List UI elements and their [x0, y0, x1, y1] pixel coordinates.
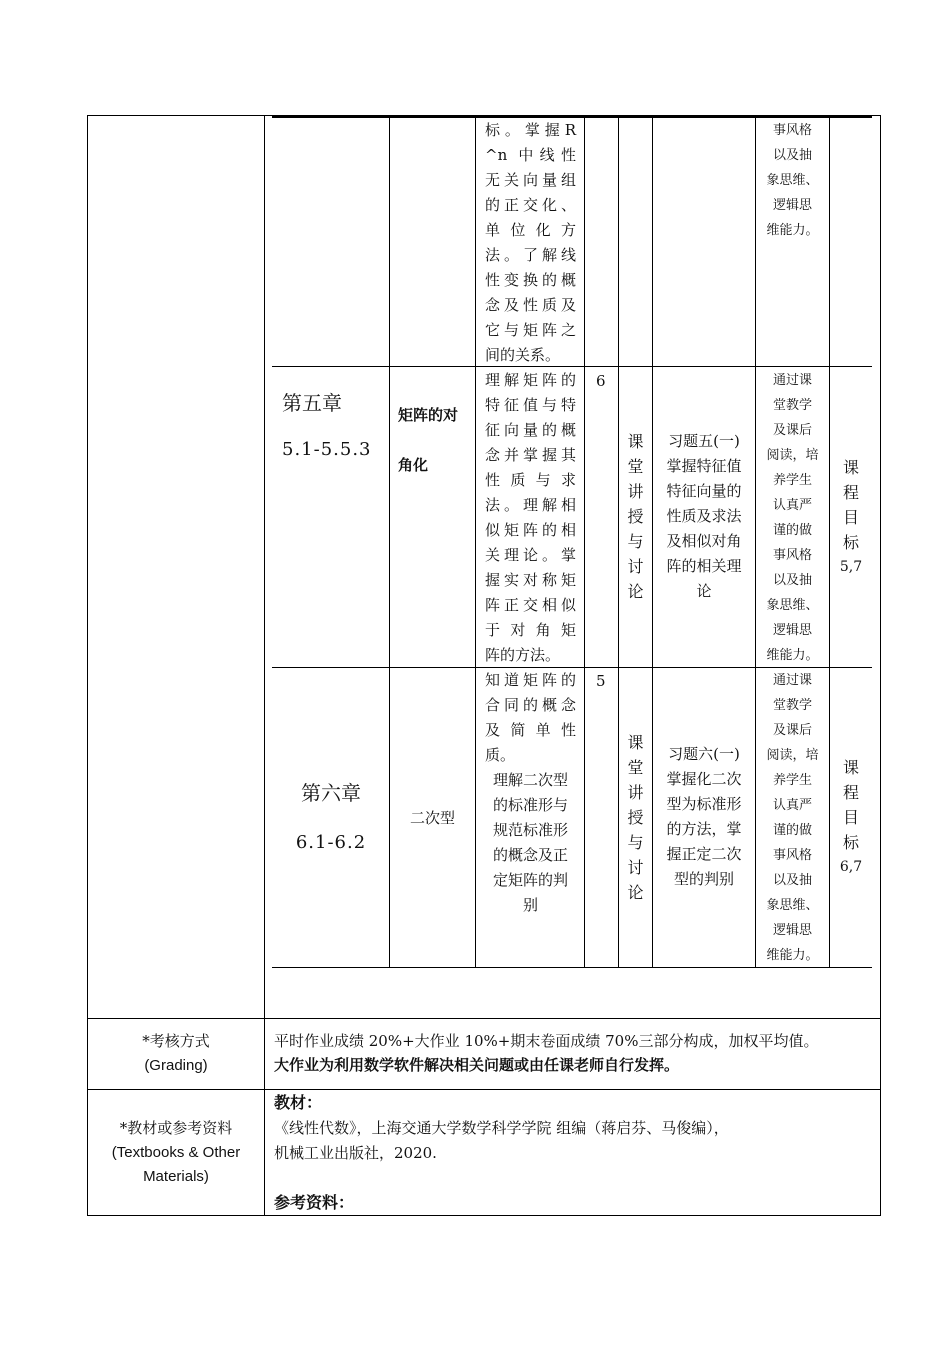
row2-chapter: 第五章	[282, 391, 342, 415]
row2-desc-line: 念并掌握其	[485, 446, 576, 464]
row3-ideology-line: 认真严	[772, 798, 812, 813]
row3-desc-line: 的标准形与	[492, 796, 568, 814]
row2-desc-line: 特征值与特	[485, 396, 576, 414]
row3-method	[619, 730, 652, 905]
row2-homework-line: 论	[696, 582, 712, 600]
row2-homework-line: 性质及求法	[666, 507, 742, 525]
row3-desc-line: 定矩阵的判	[492, 871, 568, 889]
row3-desc-line: 规范标准形	[492, 821, 568, 839]
row3-desc-line: 别	[522, 896, 538, 914]
row2-objective-char: 标	[842, 533, 859, 552]
row2-topic	[398, 391, 458, 491]
row2-method-char: 授	[627, 507, 644, 526]
row1-desc-line: 单位化方	[485, 221, 576, 239]
row2-topic-line: 矩阵的对	[398, 407, 459, 424]
row2-ideology-line: 维能力。	[766, 648, 819, 663]
row2-desc-line: 握实对称矩	[485, 571, 576, 589]
row2-homework	[653, 429, 755, 604]
row2-homework-line: 掌握特征值	[666, 457, 742, 475]
row3-objective-char: 课	[842, 758, 859, 777]
references-heading: 参考资料：	[274, 1195, 355, 1212]
row3-desc-line: 合同的概念	[485, 696, 576, 714]
row1-desc-line: 标。掌握R	[485, 121, 576, 139]
row3-ideology-line: 通过课	[772, 673, 812, 688]
textbooks-label: *教材或参考资料	[119, 1119, 233, 1137]
row2-desc-line: 于对角矩	[485, 621, 576, 639]
row1-ideology-line: 维能力。	[766, 223, 819, 238]
row3-desc-line: 质。	[485, 746, 516, 764]
textbooks-heading: 教材：	[274, 1095, 323, 1112]
grading-line-1: 平时作业成绩 20%+大作业 10%+期末卷面成绩 70%三部分构成，加权平均值。	[274, 1032, 819, 1050]
row3-objective-char: 标	[842, 833, 859, 852]
textbook-line-2: 机械工业出版社，2020.	[274, 1144, 437, 1162]
row3-hours: 5	[596, 672, 606, 690]
row3-desc-line: 及简单性	[485, 721, 576, 739]
row2-ideology-line: 逻辑思	[772, 623, 812, 638]
row3-ideology	[756, 668, 829, 968]
row2-topic-line: 角化	[398, 457, 429, 474]
textbook-line-1: 《线性代数》，上海交通大学数学科学学院 组编（蒋启芬、马俊编），	[274, 1119, 729, 1137]
row2-method	[619, 429, 652, 604]
row3-ideology-line: 逻辑思	[772, 923, 812, 938]
row2-ideology-line: 象思维、	[766, 598, 819, 613]
row3-homework-line: 掌握化二次	[666, 770, 742, 788]
row2-ideology-line: 通过课	[772, 373, 812, 388]
row3-ideology-line: 象思维、	[766, 898, 819, 913]
row2-homework-line: 及相似对角	[666, 532, 742, 550]
row1-desc-line: 间的关系。	[485, 346, 561, 364]
row3-method-char: 讨	[627, 858, 644, 877]
row2-desc-line: 关理论。掌	[485, 546, 576, 564]
row3-description	[485, 668, 576, 918]
row3-homework-line: 型的判别	[673, 870, 734, 888]
row2-desc-line: 理解矩阵的	[485, 371, 576, 389]
row2-objective-char: 5,7	[839, 559, 863, 575]
row2-hours: 6	[596, 372, 606, 390]
row1-ideology-line: 事风格	[772, 123, 812, 138]
row2-objective-char: 程	[842, 483, 859, 502]
row2-objective-char: 目	[842, 508, 859, 527]
row1-ideology-line: 象思维、	[766, 173, 819, 188]
row2-ideology	[756, 368, 829, 668]
textbooks-label-en-2: Materials)	[143, 1168, 209, 1185]
row2-homework-line: 特征向量的	[666, 482, 742, 500]
row3-method-char: 堂	[627, 758, 644, 777]
row3-homework-line: 的方法，掌	[666, 820, 742, 838]
row1-desc-line: 性变换的概	[485, 271, 576, 289]
row2-ideology-line: 阅读，培	[766, 448, 819, 463]
grading-line-2: 大作业为利用数学软件解决相关问题或由任课老师自行发挥。	[274, 1057, 680, 1074]
row3-ideology-line: 谨的做	[772, 823, 812, 838]
row3-ideology-line: 及课后	[772, 723, 812, 738]
row3-ideology-line: 事风格	[772, 848, 812, 863]
row2-ideology-line: 及课后	[772, 423, 812, 438]
row1-ideology	[756, 118, 829, 243]
row3-ideology-line: 养学生	[772, 773, 812, 788]
row3-desc-line: 知道矩阵的	[485, 671, 576, 689]
row2-ideology-line: 堂教学	[772, 398, 812, 413]
row2-ideology-line: 养学生	[772, 473, 812, 488]
row2-sections: 5.1-5.5.3	[282, 439, 372, 460]
row2-desc-line: 性质与求	[485, 471, 576, 489]
row2-desc-line: 阵的方法。	[485, 646, 561, 664]
row3-method-char: 授	[627, 808, 644, 827]
row3-homework-line: 握正定二次	[666, 845, 742, 863]
row1-description	[485, 118, 576, 368]
textbooks-label-en-1: (Textbooks & Other	[111, 1144, 241, 1161]
row3-method-char: 课	[627, 733, 644, 752]
row2-ideology-line: 认真严	[772, 498, 812, 513]
row2-method-char: 课	[627, 432, 644, 451]
row3-sections: 6.1-6.2	[295, 832, 367, 853]
row2-homework-line: 阵的相关理	[666, 557, 742, 575]
grading-label: *考核方式	[142, 1032, 210, 1050]
row3-objective	[830, 755, 872, 880]
row2-homework-line: 习题五(一)	[668, 432, 740, 450]
row3-ideology-line: 阅读，培	[766, 748, 819, 763]
row1-desc-line: 的正交化、	[485, 196, 576, 214]
row3-objective-char: 6,7	[839, 859, 863, 875]
row2-desc-line: 阵正交相似	[485, 596, 576, 614]
row2-desc-line: 法。理解相	[485, 496, 576, 514]
row2-method-char: 与	[627, 532, 644, 551]
row3-method-char: 与	[627, 833, 644, 852]
row2-method-char: 论	[627, 582, 644, 601]
row2-method-char: 讨	[627, 557, 644, 576]
row3-topic: 二次型	[409, 809, 455, 827]
row3-desc-line: 的概念及正	[492, 846, 568, 864]
row3-objective-char: 程	[842, 783, 859, 802]
row2-desc-line: 似矩阵的相	[485, 521, 576, 539]
row1-desc-line: 它与矩阵之	[485, 321, 576, 339]
row3-homework	[653, 742, 755, 892]
row2-ideology-line: 以及抽	[772, 573, 812, 588]
row3-desc-line: 理解二次型	[492, 771, 568, 789]
row2-desc-line: 征向量的概	[485, 421, 576, 439]
row2-ideology-line: 事风格	[772, 548, 812, 563]
row2-objective-char: 课	[842, 458, 859, 477]
row1-desc-line: 无关向量组	[485, 171, 576, 189]
row1-desc-line: 念及性质及	[485, 296, 576, 314]
row2-method-char: 堂	[627, 457, 644, 476]
row3-ideology-line: 堂教学	[772, 698, 812, 713]
row3-method-char: 论	[627, 883, 644, 902]
row2-ideology-line: 谨的做	[772, 523, 812, 538]
row3-ideology-line: 维能力。	[766, 948, 819, 963]
row3-homework-line: 习题六(一)	[668, 745, 740, 763]
row2-description	[485, 368, 576, 668]
row3-ideology-line: 以及抽	[772, 873, 812, 888]
row2-method-char: 讲	[627, 482, 644, 501]
row2-objective	[830, 455, 872, 580]
row3-method-char: 讲	[627, 783, 644, 802]
row3-objective-char: 目	[842, 808, 859, 827]
row3-chapter: 第六章	[301, 781, 361, 805]
row1-ideology-line: 逻辑思	[772, 198, 812, 213]
row1-ideology-line: 以及抽	[772, 148, 812, 163]
row1-desc-line: ^n 中线性	[485, 146, 576, 164]
row3-homework-line: 型为标准形	[666, 795, 742, 813]
grading-label-en: (Grading)	[144, 1057, 208, 1074]
row1-desc-line: 法。了解线	[485, 246, 576, 264]
